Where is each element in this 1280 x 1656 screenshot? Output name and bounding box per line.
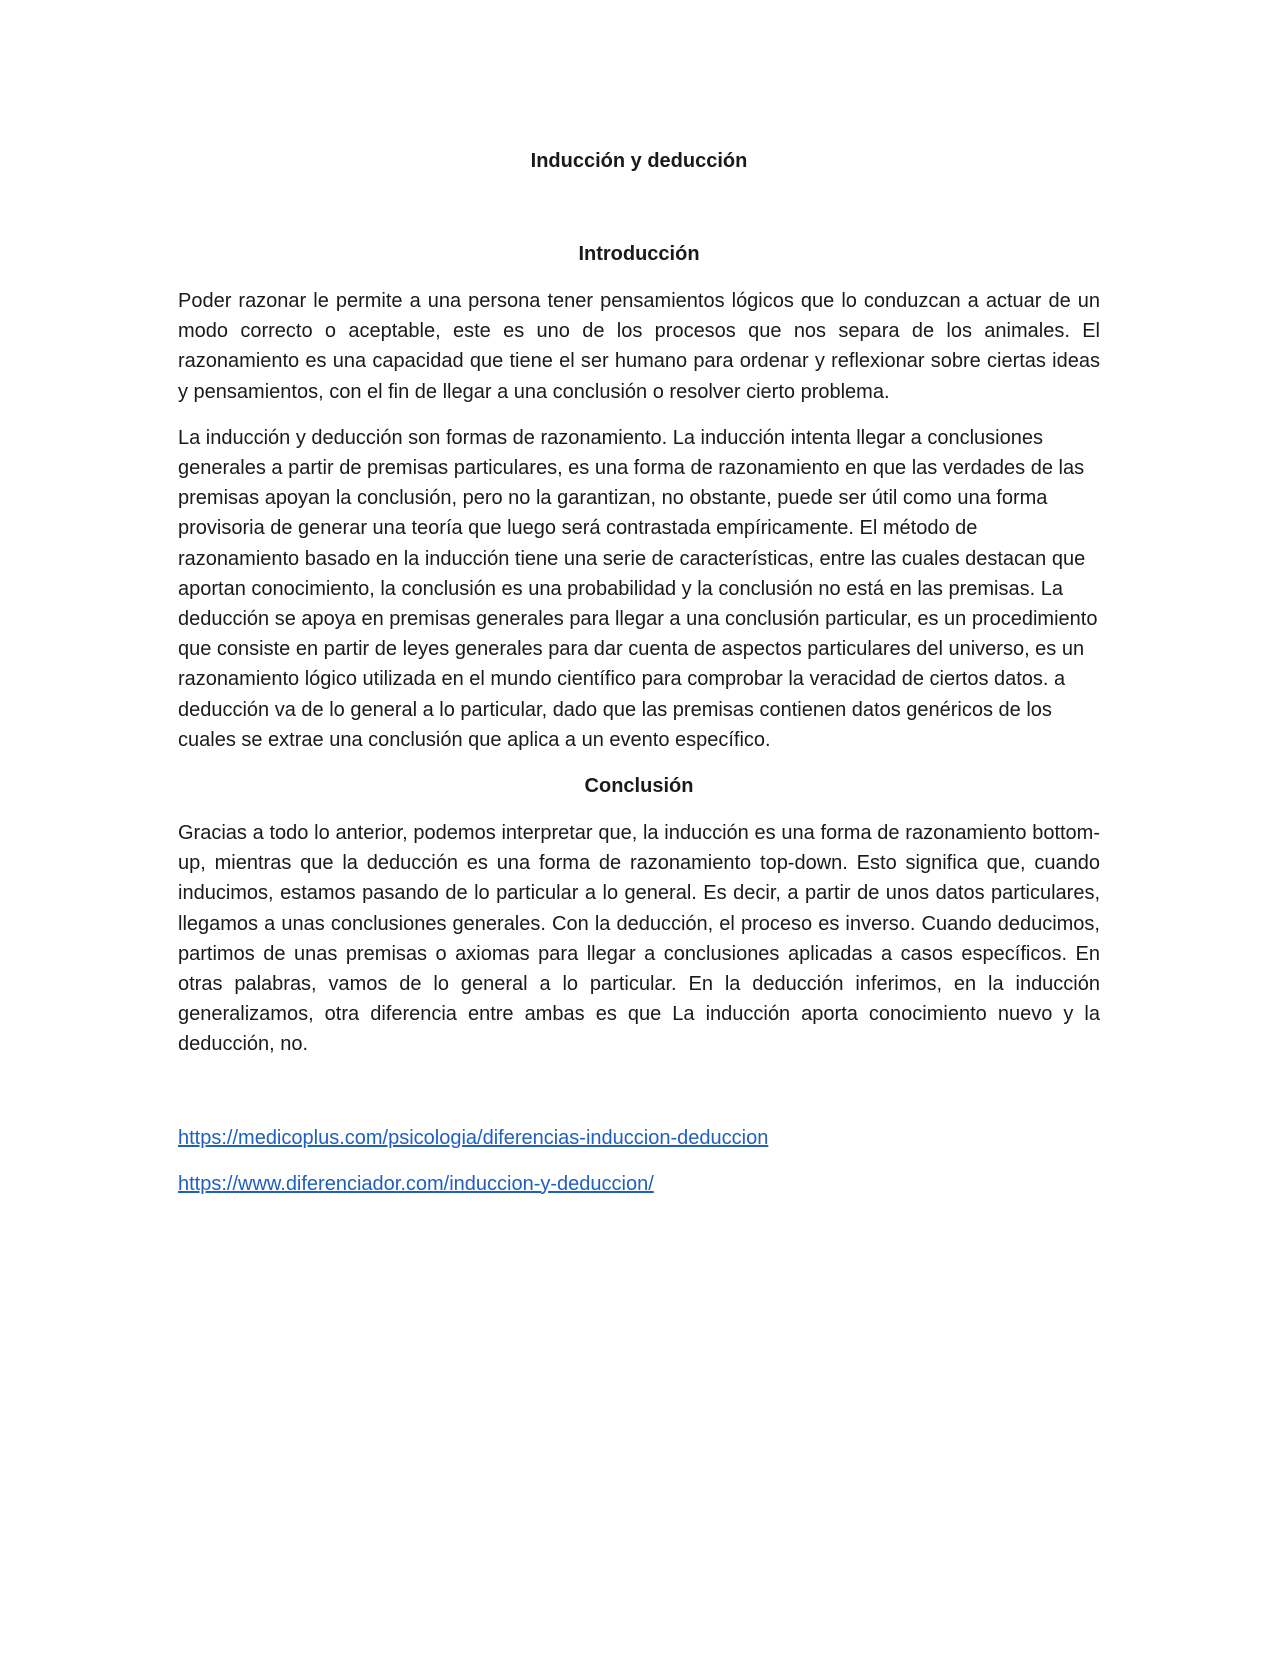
blank-line-spacer: [178, 1076, 1100, 1123]
conclusion-heading: Conclusión: [584, 775, 694, 798]
reference-link-medicoplus[interactable]: https://medicoplus.com/psicologia/diferencias-induccion-deduccion: [178, 1126, 769, 1149]
reference-link-diferenciador[interactable]: https://www.diferenciador.com/induccion-y-deduccion/: [178, 1172, 654, 1195]
document-title: Inducción y deducción: [530, 150, 748, 172]
introduction-heading: Introducción: [578, 243, 700, 265]
document-body: [178, 146, 1100, 1215]
introduction-paragraph-2: La inducción y deducción son formas de razonamiento. La inducción intenta llegar a conclusiones generales a partir de premisas particulares, es una forma de razonamiento en que las verdades de las premisas apoyan la conclusión, pero no la garantizan, no obstante, puede ser útil como una forma provisoria de generar una teoría que luego será contrastada empíricamente. El método de razonamiento basado en la inducción tiene una serie de características, entre las cuales destacan que aportan conocimiento, la conclusión es una probabilidad y la conclusión no está en las premisas. La deducción se apoya en premisas generales para llegar a una conclusión particular, es un procedimiento que consiste en partir de leyes generales para dar cuenta de aspectos particulares del universo, es un razonamiento lógico utilizada en el mundo científico para comprobar la veracidad de ciertos datos. a deducción va de lo general a lo particular, dado que las premisas contienen datos genéricos de los cuales se extrae una conclusión que aplica a un evento específico.: [178, 426, 1098, 751]
conclusion-paragraph: Gracias a todo lo anterior, podemos interpretar que, la inducción es una forma de razonamiento bottom-up, mientras que la deducción es una forma de razonamiento top-down. Esto significa que, cuando inducimos, estamos pasando de lo particular a lo general. Es decir, a partir de unos datos particulares, llegamos a unas conclusiones generales. Con la deducción, el proceso es inverso. Cuando deducimos, partimos de unas premisas o axiomas para llegar a conclusiones aplicadas a casos específicos. En otras palabras, vamos de lo general a lo particular. En la deducción inferimos, en la inducción generalizamos, otra diferencia entre ambas es que La inducción aporta conocimiento nuevo y la deducción, no.: [178, 822, 1100, 1056]
introduction-paragraph-1: Poder razonar le permite a una persona tener pensamientos lógicos que lo conduzcan a actuar de un modo correcto o aceptable, este es uno de los procesos que nos separa de los animales. El razonamiento es una capacidad que tiene el ser humano para ordenar y reflexionar sobre ciertas ideas y pensamientos, con el fin de llegar a una conclusión o resolver cierto problema.: [178, 290, 1100, 403]
